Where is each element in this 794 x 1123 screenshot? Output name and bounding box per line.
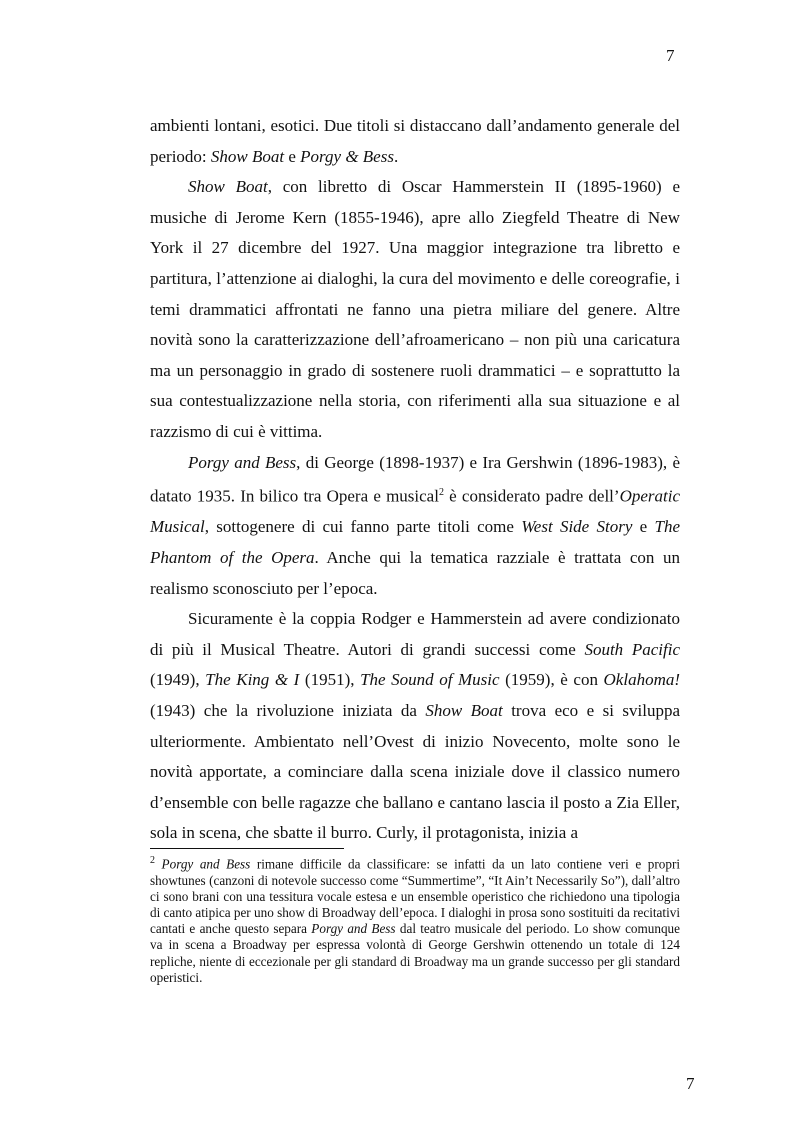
footnote-ref[interactable]: 2 <box>438 487 444 499</box>
paragraph-4: Sicuramente è la coppia Rodger e Hammerstein ad avere condizionato di più il Musical Theatre. Autori di grandi successi come South Pacific (1949), The King & I (1951), The Sound of Music (1959), è con Oklahoma! (1943) che la rivoluzione iniziata da Show Boat trova eco e si sviluppa ulteriormente. Ambientato nell’Ovest di inizio Novecento, molte sono le novità apportate, a cominciare dalla scena iniziale dove il classico numero d’ensemble con belle ragazze che ballano e cantano lascia il posto a Zia Eller, sola in scena, che sbatte il burro. Curly, il protagonista, inizia a <box>150 609 681 843</box>
footnote: $^2$ Porgy and Bess rimane difficile da classificare: se infatti da un lato contiene veri e propri showtunes (canzoni di notevole successo come “Summertime”, “It Ain’t Necessarily So”), dall’altro ci sono brani con una tessitura vocale estesa e un ensemble operistico che richiedono una tipologia di canto atipica per uno show di Broadway dell’epoca. I dialoghi in prosa sono sostituiti da recitativi cantati e anche questo separa Porgy and Bess dal teatro musicale del periodo. Lo show comunque va in scena a Broadway per espressa volontà di George Gershwin ottenendo un totale di 124 repliche, niente di eccezionale per gli standard di Broadway ma un grande successo per gli standard operistici. <box>150 855 681 985</box>
paragraph-2: Show Boat, con libretto di Oscar Hammerstein II (1895-1960) e musiche di Jerome Kern (1855-1946), apre allo Ziegfeld Theatre di New York il 27 dicembre del 1927. Una maggior integrazione tra libretto e partitura, l’attenzione ai dialoghi, la cura del movimento e delle coreografie, i temi drammatici affrontati ne fanno una pietra miliare del genere. Altre novità sono la caratterizzazione dell’afroamericano – non più una caricatura ma un personaggio in grado di sostenere ruoli drammatici – e soprattutto la sua contestualizzazione nella storia, con riferimenti alla sua situazione e al razzismo di cui è vittima. <box>150 177 680 441</box>
paragraph-3: Porgy and Bess, di George (1898-1937) e Ira Gershwin (1896-1983), è datato 1935. In bilico tra Opera e musical$^2$ è considerato padre dell’Operatic Musical, sottogenere di cui fanno parte titoli come West Side Story e The Phantom of the Opera. Anche qui la tematica razziale è trattata con un realismo sconosciuto per l’epoca. <box>150 452 681 598</box>
footnote-divider <box>150 848 344 849</box>
page-number-top: 7 <box>666 46 675 65</box>
footnote-number: 2 <box>150 855 155 866</box>
body-text <box>150 111 680 849</box>
page-number-bottom: 7 <box>686 1074 695 1093</box>
paragraph-1: ambienti lontani, esotici. Due titoli si distaccano dall’andamento generale del periodo: Show Boat e Porgy & Bess. <box>150 116 680 166</box>
